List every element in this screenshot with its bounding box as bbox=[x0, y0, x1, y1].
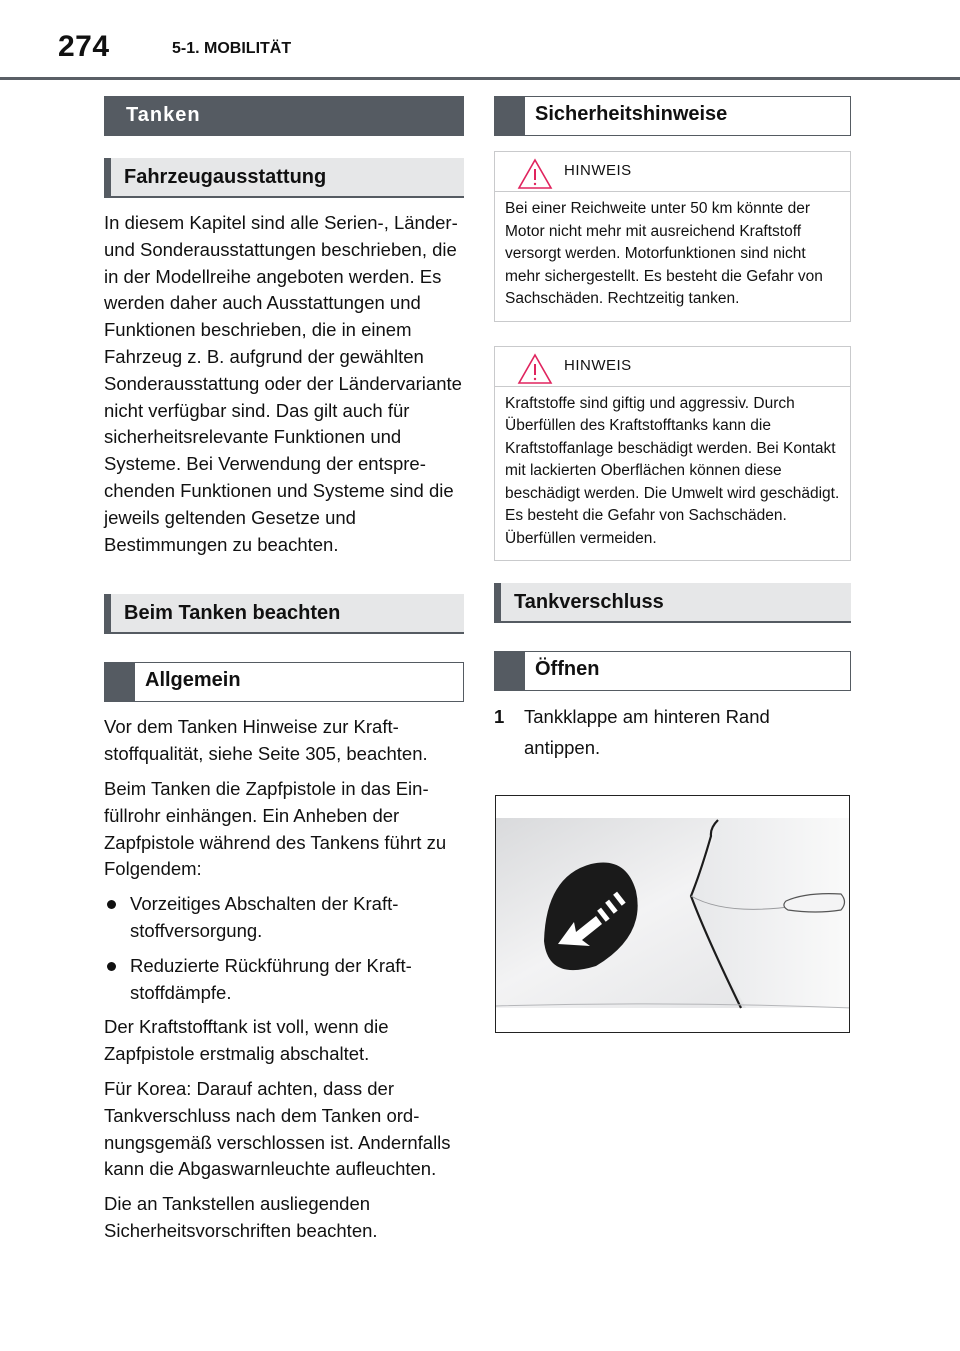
general-paragraph-2: Beim Tanken die Zapfpistole in das Einfüllrohr einhängen. Ein Anheben der Zapfpistole während des Tankens führt zu Folgendem: bbox=[104, 777, 447, 880]
warning-triangle-icon bbox=[517, 353, 553, 385]
step-text: Tankklappe am hinteren Rand antippen. bbox=[524, 706, 770, 758]
notice-text: Bei einer Reichweite unter 50 km könnte der Motor nicht mehr mit ausreichend Kraftstoff versorgt werden. Motorfunktionen sind nicht mehr sichergestellt. Es besteht die Gefahr von Sachschäden. Rechtzeitig tanken. bbox=[505, 200, 823, 307]
bullet-dot-icon bbox=[107, 900, 116, 909]
heading-fahrzeugausstattung: Fahrzeugausstattung bbox=[104, 158, 464, 198]
general-paragraph-3: Der Kraftstofftank ist voll, wenn die Zapfpistole erstmalig abschaltet. bbox=[104, 1016, 389, 1065]
general-paragraph-5: Die an Tankstellen ausliegenden Sicherheitsvorschriften beachten. bbox=[104, 1193, 378, 1241]
notice-text: Kraftstoffe sind giftig und aggressiv. Durch Überfüllen des Kraftstofftanks kann die Kraftstoffanlage beschädigt werden. Bei Kontakt mit lackierten Oberflächen können diese beschädigt werden. Die Umwelt wird geschädigt. Es besteht die Gefahr von Sachschäden. Überfüllen vermeiden. bbox=[505, 394, 840, 547]
section-title-tanken: Tanken bbox=[104, 96, 464, 136]
general-paragraph-4: Für Korea: Darauf achten, dass der Tankverschluss nach dem Tanken ordnungsgemäß verschlossen ist. Andernfalls kann die Abgaswarnleuchte aufleuchten. bbox=[104, 1077, 451, 1180]
step-item bbox=[494, 701, 851, 763]
bullet-item bbox=[104, 891, 464, 945]
bullet-dot-icon bbox=[107, 962, 116, 971]
left-column bbox=[104, 96, 464, 1245]
fuel-flap-illustration bbox=[495, 795, 850, 1033]
page-header bbox=[0, 0, 960, 80]
heading-tankverschluss: Tankverschluss bbox=[494, 583, 851, 623]
heading-beim-tanken-beachten: Beim Tanken beachten bbox=[104, 594, 464, 634]
page-number: 274 bbox=[58, 30, 110, 63]
bullet-item bbox=[104, 953, 464, 1007]
chapter-title: 5-1. MOBILITÄT bbox=[172, 40, 292, 57]
bullet-text: Vorzeitiges Abschalten der Kraftstoffversorgung. bbox=[130, 893, 399, 941]
notice-title: HINWEIS bbox=[564, 162, 632, 179]
notice-box bbox=[494, 151, 851, 322]
header-rule bbox=[0, 77, 960, 80]
fuel-flap-drawing bbox=[496, 796, 850, 1033]
general-paragraph-1: Vor dem Tanken Hinweise zur Kraftstoffqualität, siehe Seite 305, beachten. bbox=[104, 716, 428, 765]
equipment-paragraph: In diesem Kapitel sind alle Serien-, Länder- und Sonderausstattungen beschrieben, die in der Modellreihe angeboten werden. Es werden daher auch Ausstattungen und Funktionen beschrieben, die in einem Fahrzeug z. B. aufgrund der gewählten Sonderausstattung oder der Ländervariante nicht verfügbar sind. Das gilt auch für sicherheitsrelevante Funktionen und Systeme. Bei Verwendung der entsprechenden Funktionen und Systeme sind die jeweils geltenden Gesetze und Bestimmungen zu beachten. bbox=[104, 212, 462, 555]
notice-header bbox=[495, 152, 850, 192]
heading-oeffnen: Öffnen bbox=[494, 651, 851, 691]
right-column bbox=[494, 96, 851, 763]
step-number: 1 bbox=[494, 706, 505, 727]
notice-box bbox=[494, 346, 851, 562]
warning-triangle-icon bbox=[517, 158, 553, 190]
heading-allgemein: Allgemein bbox=[104, 662, 464, 702]
bullet-text: Reduzierte Rückführung der Kraftstoffdämpfe. bbox=[130, 954, 412, 1003]
heading-sicherheitshinweise: Sicherheitshinweise bbox=[494, 96, 851, 136]
notice-header bbox=[495, 347, 850, 387]
notice-title: HINWEIS bbox=[564, 356, 632, 374]
